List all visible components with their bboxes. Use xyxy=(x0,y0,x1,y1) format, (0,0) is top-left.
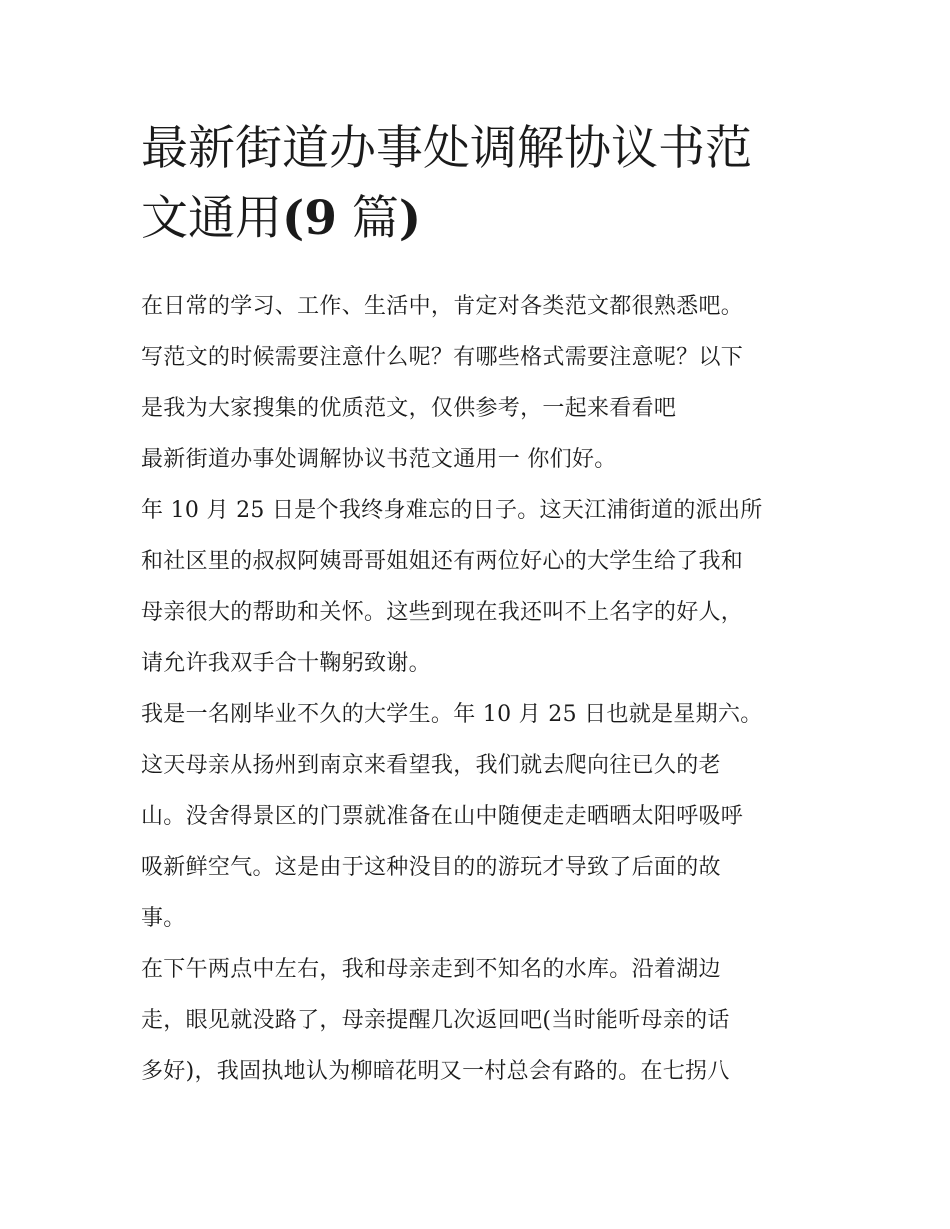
body-line-13: 事。 xyxy=(141,906,186,931)
body-line-6: 和社区里的叔叔阿姨哥哥姐姐还有两位好心的大学生给了我和 xyxy=(141,549,744,574)
body-line-9: 我是一名刚毕业不久的大学生。年 10 月 25 日也就是星期六。 xyxy=(141,702,763,727)
title-line-2b: (9 xyxy=(282,191,337,246)
body-line-7: 母亲很大的帮助和关怀。这些到现在我还叫不上名字的好人， xyxy=(141,600,744,625)
document-body xyxy=(141,281,816,1097)
body-line-15: 走，眼见就没路了，母亲提醒几次返回吧(当时能听母亲的话 xyxy=(141,1008,730,1033)
body-line-3: 是我为大家搜集的优质范文，仅供参考，一起来看看吧 xyxy=(141,396,677,421)
document-title xyxy=(141,114,821,254)
body-line-10: 这天母亲从扬州到南京来看望我，我们就去爬向往已久的老 xyxy=(141,753,721,778)
title-line-2c: 篇 xyxy=(336,191,399,246)
body-line-11: 山。没舍得景区的门票就准备在山中随便走走晒晒太阳呼吸呼 xyxy=(141,804,744,829)
body-line-12: 吸新鲜空气。这是由于这种没目的的游玩才导致了后面的故 xyxy=(141,855,721,880)
body-line-2: 写范文的时候需要注意什么呢？有哪些格式需要注意呢？以下 xyxy=(141,345,744,370)
body-line-1: 在日常的学习、工作、生活中，肯定对各类范文都很熟悉吧。 xyxy=(141,294,744,319)
title-line-2d: ) xyxy=(398,191,422,246)
body-line-5: 年 10 月 25 日是个我终身难忘的日子。这天江浦街道的派出所 xyxy=(141,498,763,523)
title-line-1: 最新街道办事处调解协议书范 xyxy=(141,121,752,176)
title-line-2a: 文通用 xyxy=(141,191,282,246)
body-line-8: 请允许我双手合十鞠躬致谢。 xyxy=(141,651,431,676)
body-line-14: 在下午两点中左右，我和母亲走到不知名的水库。沿着湖边 xyxy=(141,957,721,982)
body-line-16: 多好)，我固执地认为柳暗花明又一村总会有路的。在七拐八 xyxy=(141,1059,730,1084)
body-line-4: 最新街道办事处调解协议书范文通用一 你们好。 xyxy=(141,447,617,472)
